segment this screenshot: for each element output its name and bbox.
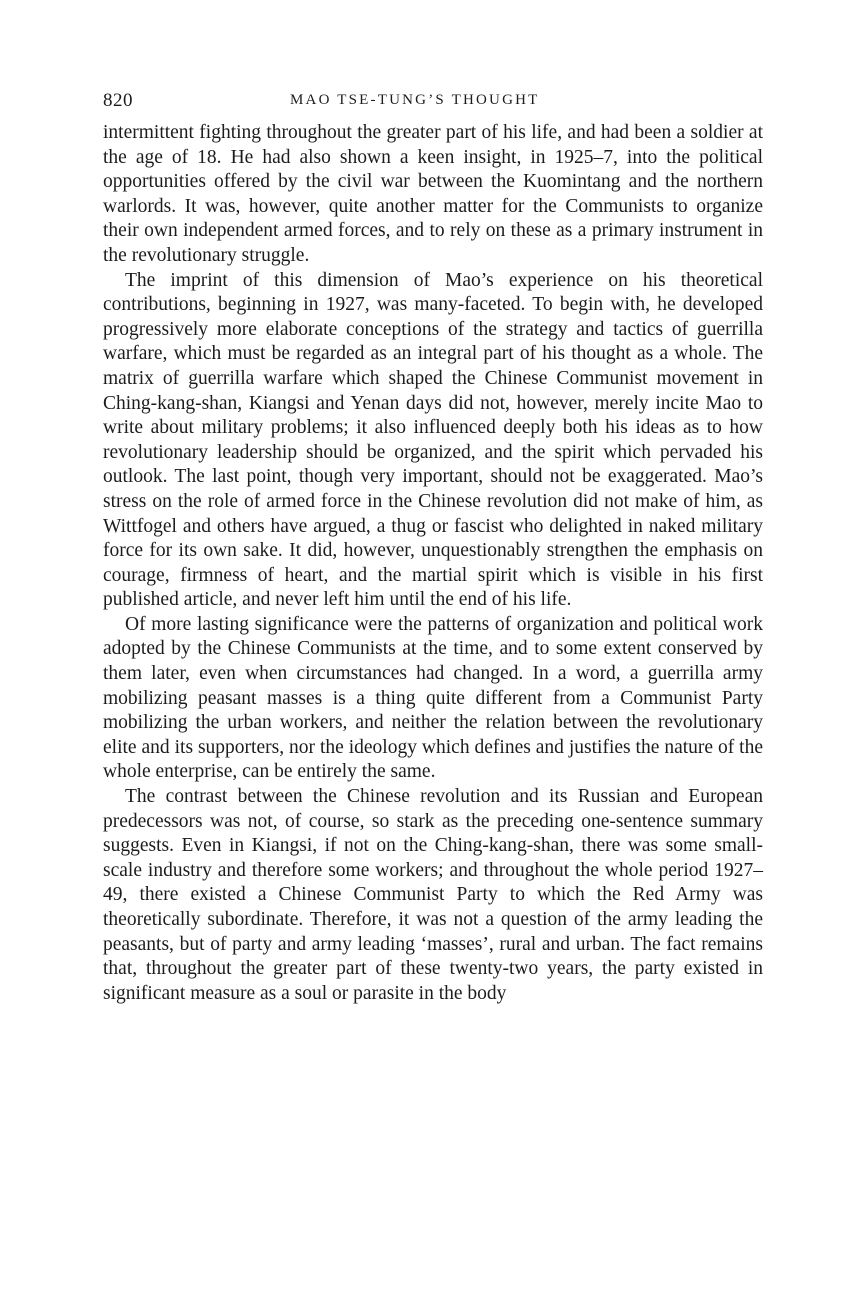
running-head: MAO TSE-TUNG’S THOUGHT xyxy=(290,92,540,108)
page-number: 820 xyxy=(103,90,133,111)
page-header xyxy=(103,90,763,116)
paragraph: The imprint of this dimension of Mao’s experience on his theoretical contributions, beginning in 1927, was many-faceted. To begin with, he developed progressively more elaborate conceptions of the strategy and tactics of guerrilla warfare, which must be regarded as an integral part of his thought as a whole. The matrix of guerrilla warfare which shaped the Chinese Communist movement in Ching-kang-shan, Kiangsi and Yenan days did not, however, merely incite Mao to write about military problems; it also influenced deeply both his ideas as to how revolutionary leadership should be organized, and the spirit which pervaded his outlook. The last point, though very important, should not be exaggerated. Mao’s stress on the role of armed force in the Chinese revolution did not make of him, as Wittfogel and others have argued, a thug or fascist who delighted in naked military force for its own sake. It did, however, unquestionably strengthen the emphasis on courage, firmness of heart, and the martial spirit which is visible in his first published article, and never left him until the end of his life. xyxy=(103,269,763,611)
paragraph-continued: intermittent fighting throughout the greater part of his life, and had been a soldier at the age of 18. He had also shown a keen insight, in 1925–7, into the political opportunities offered by the civil war between the Kuomintang and the northern warlords. It was, however, quite another matter for the Communists to organize their own independent armed forces, and to rely on these as a primary instrument in the revolutionary struggle. xyxy=(103,122,763,266)
paragraph: The contrast between the Chinese revolution and its Russian and European predecessors was not, of course, so stark as the preceding one-sentence summary suggests. Even in Kiangsi, if not on the Ching-kang-shan, there was some small-scale industry and therefore some workers; and throughout the whole period 1927–49, there existed a Chinese Communist Party to which the Red Army was theoretically subordinate. Therefore, it was not a question of the army leading the peasants, but of party and army leading ‘masses’, rural and urban. The fact remains that, throughout the greater part of these twenty-two years, the party existed in significant measure as a soul or parasite in the body xyxy=(103,786,763,1004)
body-text xyxy=(103,121,763,1006)
paragraph: Of more lasting significance were the patterns of organization and political work adopted by the Chinese Communists at the time, and to some extent conserved by them later, even when circumstances had changed. In a word, a guerrilla army mobilizing peasant masses is a thing quite different from a Communist Party mobilizing the urban workers, and neither the relation between the revolutionary elite and its supporters, nor the ideology which defines and justifies the nature of the whole enterprise, can be entirely the same. xyxy=(103,613,763,783)
